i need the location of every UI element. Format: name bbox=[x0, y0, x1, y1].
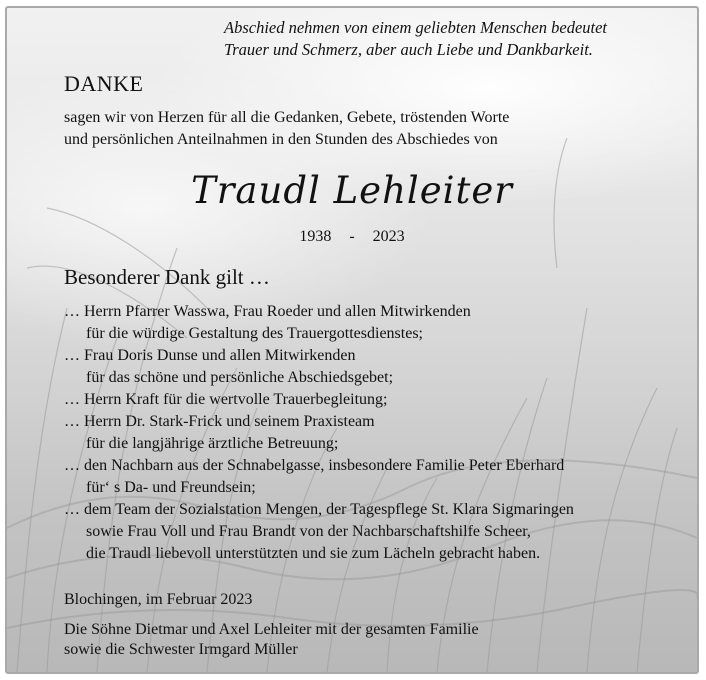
thanks-item-6-line-1: … dem Team der Sozialstation Mengen, der Tagespflege St. Klara Sigmaringen bbox=[64, 501, 574, 518]
thanks-item-2-line-1: … Frau Doris Dunse und allen Mitwirkenden bbox=[64, 347, 356, 364]
thanks-item-3-line-1: … Herrn Kraft für die wertvolle Trauerbegleitung; bbox=[64, 391, 388, 408]
thanks-item-6-line-3: die Traudl liebevoll unterstützten und sie zum Lächeln gebracht haben. bbox=[86, 545, 541, 562]
quote-line-1: Abschied nehmen von einem geliebten Menschen bedeutet bbox=[224, 18, 608, 37]
thanks-heading: Besonderer Dank gilt … bbox=[64, 265, 270, 289]
life-years bbox=[7, 228, 697, 246]
heading-danke: DANKE bbox=[64, 71, 144, 96]
signature-line-2: sowie die Schwester Irmgard Müller bbox=[64, 641, 298, 658]
place-date: Blochingen, im Februar 2023 bbox=[64, 591, 253, 608]
signature-line-1: Die Söhne Dietmar und Axel Lehleiter mit der gesamten Familie bbox=[64, 621, 479, 638]
thanks-item-5-line-2: für‘ s Da- und Freundsein; bbox=[86, 479, 256, 496]
birth-year: 1938 bbox=[299, 228, 332, 245]
intro-line-1: sagen wir von Herzen für all die Gedanken, Gebete, tröstenden Worte bbox=[64, 109, 510, 126]
year-separator: - bbox=[349, 228, 355, 245]
thanks-item-6-line-2: sowie Frau Voll und Frau Brandt von der Nachbarschaftshilfe Scheer, bbox=[86, 523, 531, 540]
intro-line-2: und persönlichen Anteilnahmen in den Stunden des Abschiedes von bbox=[64, 131, 498, 148]
thanks-item-1-line-1: … Herrn Pfarrer Wasswa, Frau Roeder und allen Mitwirkenden bbox=[64, 303, 471, 320]
obituary-card bbox=[5, 6, 699, 674]
thanks-item-4-line-2: für die langjährige ärztliche Betreuung; bbox=[86, 435, 339, 452]
thanks-item-1-line-2: für die würdige Gestaltung des Trauergottesdienstes; bbox=[86, 325, 423, 342]
deceased-name: Traudl Lehleiter bbox=[191, 169, 513, 212]
obituary-content bbox=[7, 8, 697, 672]
death-year: 2023 bbox=[372, 228, 405, 245]
thanks-item-4-line-1: … Herrn Dr. Stark-Frick und seinem Praxisteam bbox=[64, 413, 375, 430]
thanks-item-2-line-2: für das schöne und persönliche Abschiedsgebet; bbox=[86, 369, 394, 386]
thanks-item-5-line-1: … den Nachbarn aus der Schnabelgasse, insbesondere Familie Peter Eberhard bbox=[64, 457, 565, 474]
quote-line-2: Trauer und Schmerz, aber auch Liebe und Dankbarkeit. bbox=[224, 40, 593, 59]
